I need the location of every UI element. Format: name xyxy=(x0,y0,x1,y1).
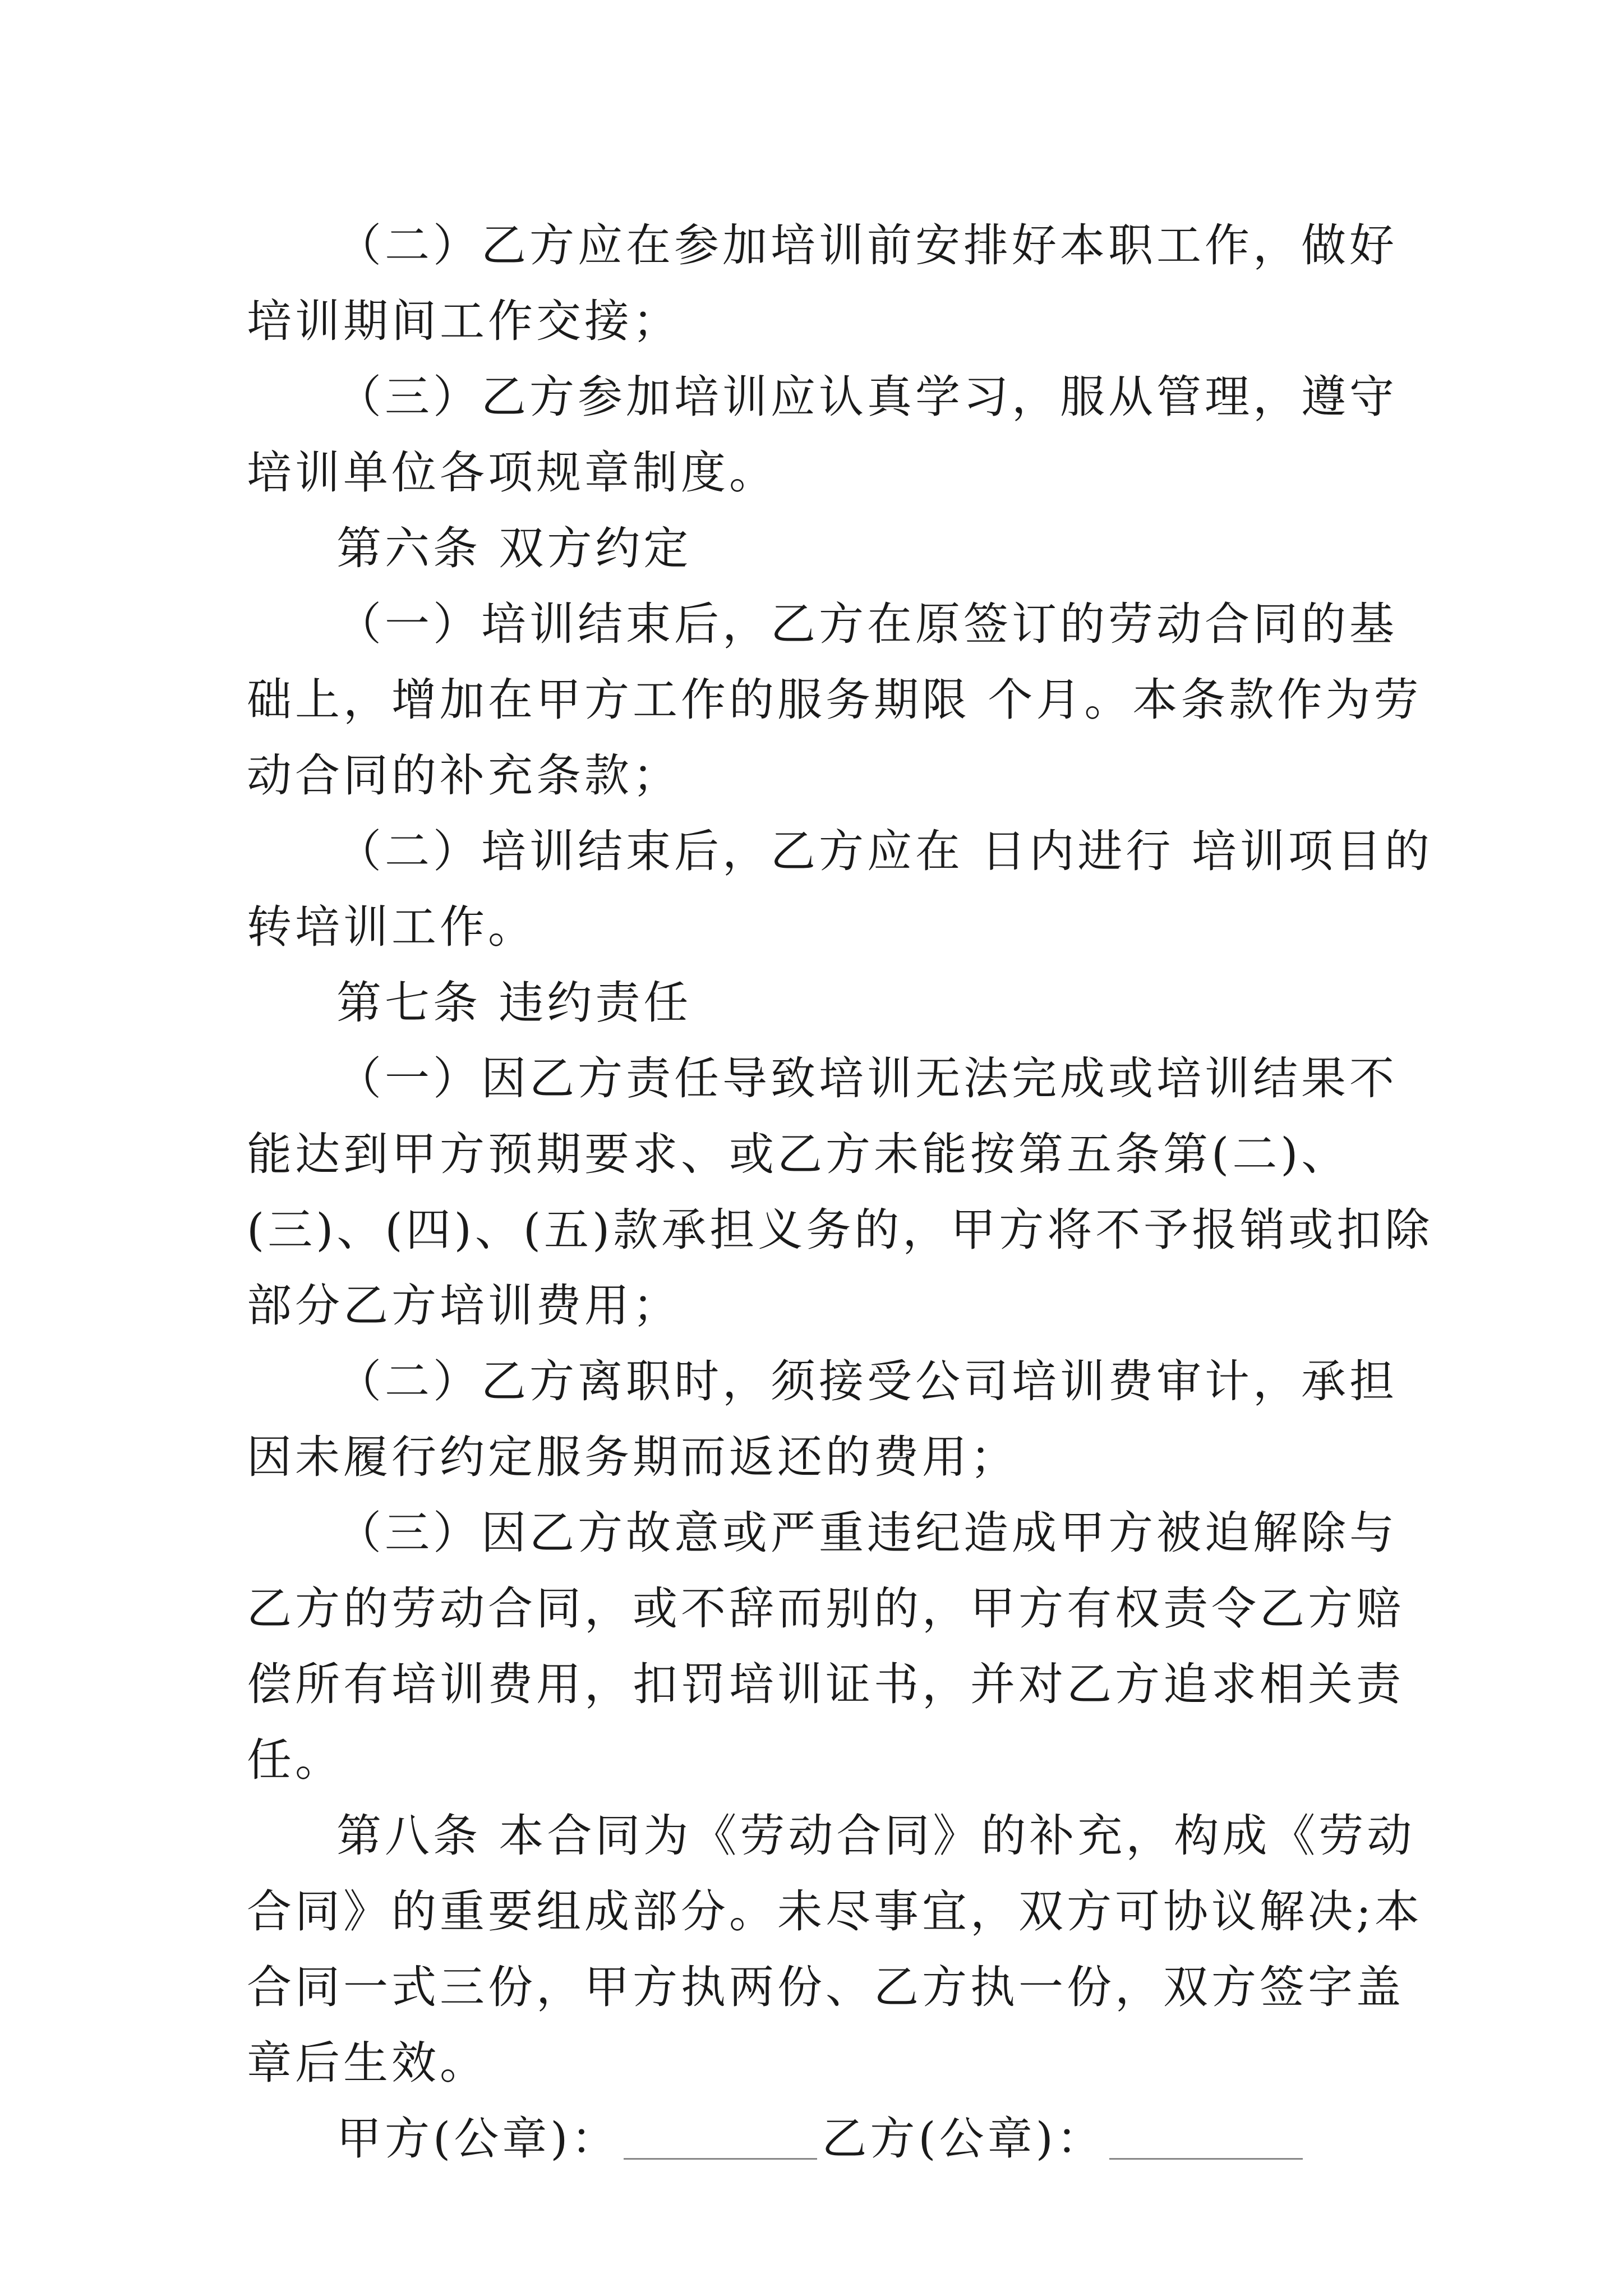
party-b-seal-blank[interactable] xyxy=(1109,2113,1303,2160)
party-a-seal-label: 甲方(公章)： xyxy=(336,2113,620,2165)
article-8: 第八条 本合同为《劳动合同》的补充，构成《劳动合同》的重要组成部分。未尽事宜，双方可协议解决;本合同一式三份，甲方执两份、乙方执一份，双方签字盖章后生效。 xyxy=(247,1810,1423,2089)
paragraph-6-1: （一）培训结束后，乙方在原签订的劳动合同的基础上，增加在甲方工作的服务期限 个月。本条款作为劳动合同的补充条款； xyxy=(247,598,1422,802)
paragraph-7-3: （三）因乙方故意或严重违纪造成甲方被迫解除与乙方的劳动合同，或不辞而别的，甲方有权责令乙方赔偿所有培训费用，扣罚培训证书，并对乙方追求相关责任。 xyxy=(247,1507,1404,1786)
document-body xyxy=(247,208,1436,2177)
article-7-heading: 第七条 违约责任 xyxy=(336,977,692,1029)
paragraph-7-2: （二）乙方离职时，须接受公司培训费审计，承担因未履行约定服务期而返还的费用； xyxy=(247,1355,1398,1483)
article-6-heading: 第六条 双方约定 xyxy=(336,522,692,574)
party-a-seal-blank[interactable] xyxy=(624,2113,817,2160)
paragraph-7-1: （一）因乙方责任导致培训无法完成或培训结果不能达到甲方预期要求、或乙方未能按第五条第(二)、(三)、(四)、(五)款承担义务的，甲方将不予报销或扣除部分乙方培训费用； xyxy=(247,1052,1433,1332)
paragraph-6-2: （二）培训结束后，乙方应在 日内进行 培训项目的转培训工作。 xyxy=(247,825,1433,953)
paragraph-5-2: （二）乙方应在参加培训前安排好本职工作，做好培训期间工作交接； xyxy=(247,219,1398,347)
party-b-seal-label: 乙方(公章)： xyxy=(822,2113,1105,2165)
signature-line xyxy=(247,2101,1436,2177)
paragraph-5-3: （三）乙方参加培训应认真学习，服从管理，遵守培训单位各项规章制度。 xyxy=(247,371,1398,499)
